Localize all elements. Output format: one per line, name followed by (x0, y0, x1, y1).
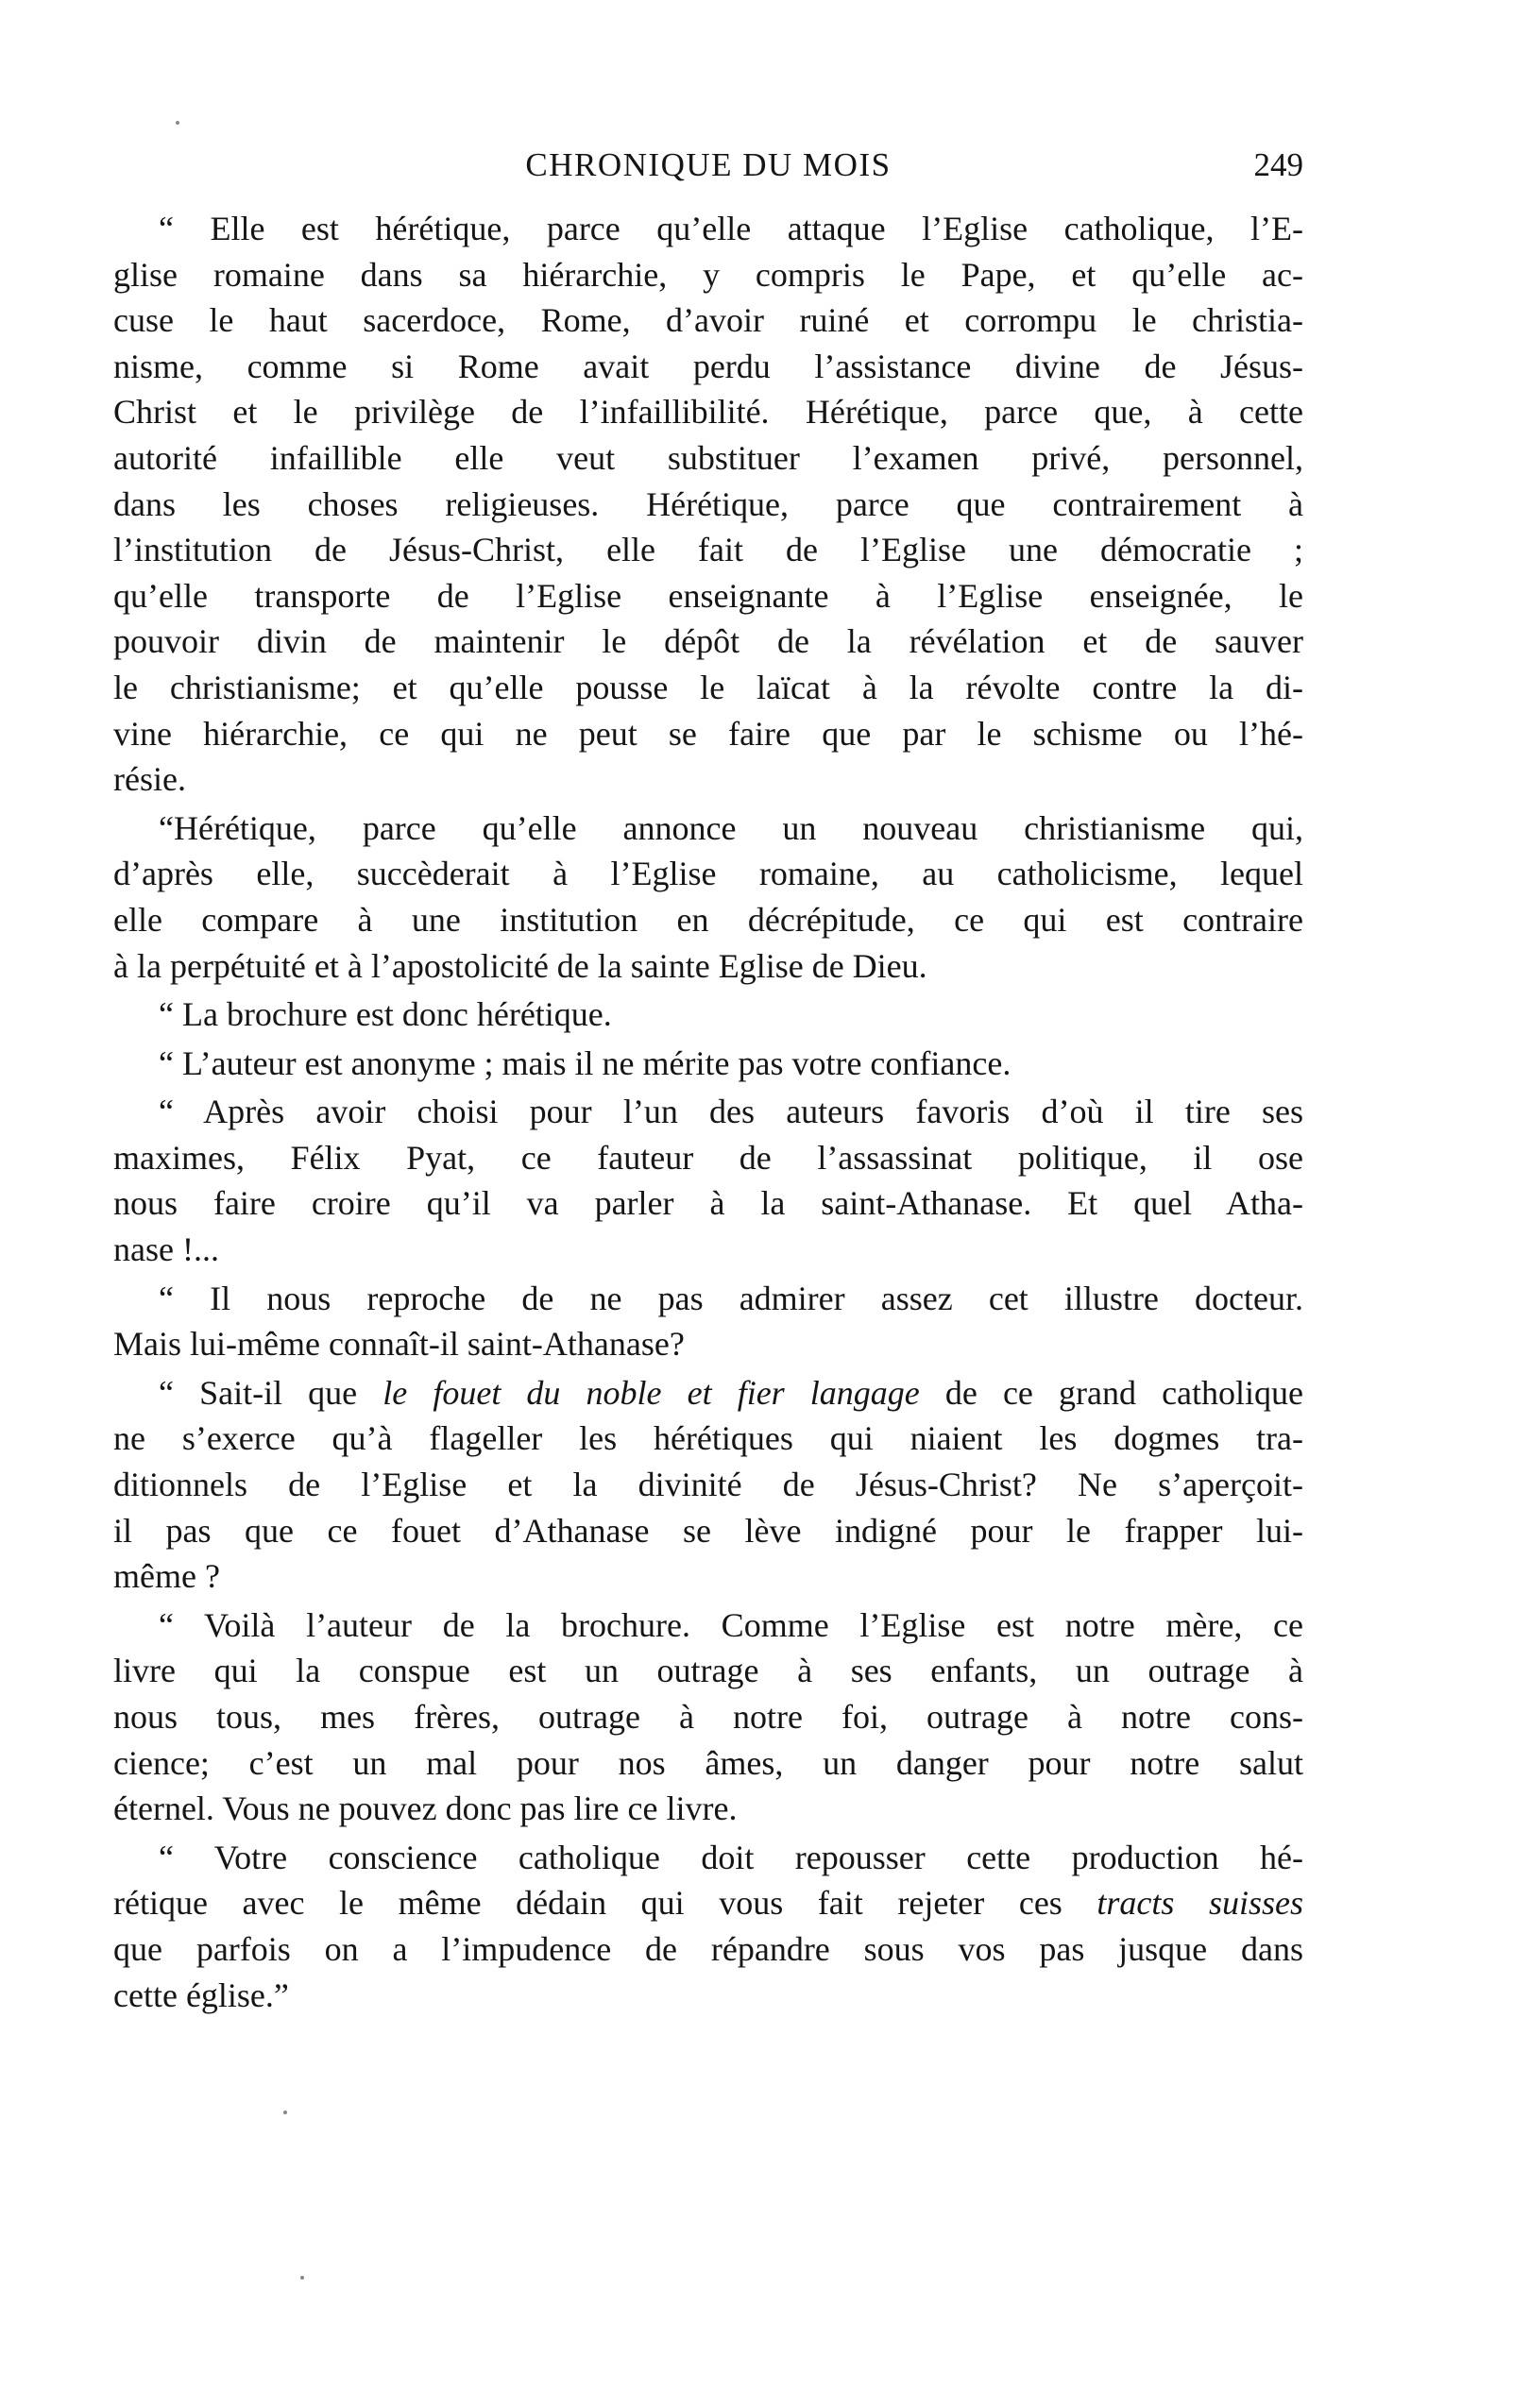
paragraph (113, 1370, 1303, 1600)
text-line: nous faire croire qu’il va parler à la saint-Athanase. Et quel Atha- (113, 1184, 1303, 1223)
text-line: pouvoir divin de maintenir le dépôt de la révélation et de sauver (113, 622, 1303, 661)
text-line: “Hérétique, parce qu’elle annonce un nouveau christianisme qui, (159, 808, 1303, 847)
italic-quote: le fouet du noble et fier langage (382, 1373, 920, 1412)
text-line: que parfois on a l’impudence de répandre sous vos pas jusque dans (113, 1929, 1303, 1968)
text-line: le christianisme; et qu’elle pousse le laïcat à la révolte contre la di- (113, 668, 1303, 706)
text-line: elle compare à une institution en décrépitude, ce qui est contraire (113, 900, 1303, 939)
text-line: “ Après avoir choisi pour l’un des auteurs favoris d’où il tire ses (159, 1093, 1303, 1131)
text-line: l’institution de Jésus-Christ, elle fait de l’Eglise une démocratie ; (113, 531, 1303, 569)
text-line: cuse le haut sacerdoce, Rome, d’avoir ruiné et corrompu le christia- (113, 301, 1303, 340)
text-line: “ Il nous reproche de ne pas admirer assez cet illustre docteur. (159, 1279, 1303, 1317)
text-line: vine hiérarchie, ce qui ne peut se faire que par le schisme ou l’hé- (113, 714, 1303, 753)
text-line: livre qui la conspue est un outrage à ses enfants, un outrage à (113, 1652, 1303, 1690)
page-number: 249 (1253, 146, 1303, 183)
text-line: “ Voilà l’auteur de la brochure. Comme l’Eglise est notre mère, ce (159, 1605, 1303, 1644)
text-line: cette église.” (113, 1976, 289, 2014)
text-line: Christ et le privilège de l’infaillibilité. Hérétique, parce que, à cette (113, 393, 1303, 432)
text-run: rétique avec le même dédain qui vous fait rejeter ces (113, 1884, 1097, 1923)
text-line: “ La brochure est donc hérétique. (159, 995, 612, 1034)
text-line: éternel. Vous ne pouvez donc pas lire ce livre. (113, 1789, 738, 1828)
text-line (113, 1880, 1303, 1926)
text-line: “ Elle est hérétique, parce qu’elle attaque l’Eglise catholique, l’E- (159, 210, 1303, 247)
paragraph (113, 1089, 1303, 1272)
text-line: nous tous, mes frères, outrage à notre foi, outrage à notre cons- (113, 1698, 1303, 1736)
text-line: d’après elle, succèderait à l’Eglise romaine, au catholicisme, lequel (113, 855, 1303, 893)
text-line: à la perpétuité et à l’apostolicité de la sainte Eglise de Dieu. (113, 946, 927, 985)
running-head (113, 142, 1303, 189)
body-text (113, 206, 1303, 2018)
text-run: “ Sait-il que (159, 1373, 383, 1412)
text-run: de ce grand catholique (919, 1373, 1304, 1412)
text-line: cience; c’est un mal pour nos âmes, un danger pour notre salut (113, 1743, 1303, 1782)
paragraph (113, 1835, 1303, 2018)
text-line: il pas que ce fouet d’Athanase se lève indigné pour le frapper lui- (113, 1511, 1303, 1550)
running-title: CHRONIQUE DU MOIS (525, 146, 892, 183)
text-line: glise romaine dans sa hiérarchie, y compris le Pape, et qu’elle ac- (113, 255, 1303, 294)
text-line (113, 1370, 1303, 1416)
paragraph (113, 992, 1303, 1038)
scan-speck (300, 2276, 304, 2280)
text-line: maximes, Félix Pyat, ce fauteur de l’assassinat politique, il ose (113, 1138, 1303, 1177)
text-line: “ L’auteur est anonyme ; mais il ne mérite pas votre confiance. (159, 1043, 1012, 1082)
paragraph (113, 206, 1303, 803)
paragraph (113, 1603, 1303, 1832)
text-line: nisme, comme si Rome avait perdu l’assistance divine de Jésus- (113, 347, 1303, 385)
text-line: “ Votre conscience catholique doit repousser cette production hé- (159, 1838, 1303, 1876)
text-line: Mais lui-même connaît-il saint-Athanase? (113, 1325, 685, 1364)
paragraph (113, 1276, 1303, 1367)
text-line: dans les choses religieuses. Hérétique, parce que contrairement à (113, 484, 1303, 523)
paragraph (113, 1041, 1303, 1087)
text-line: ne s’exerce qu’à flageller les hérétiques qui niaient les dogmes tra- (113, 1419, 1303, 1458)
text-line: même ? (113, 1557, 220, 1596)
text-line: qu’elle transporte de l’Eglise enseignante à l’Eglise enseignée, le (113, 576, 1303, 615)
text-line: résie. (113, 760, 186, 799)
text-line: autorité infaillible elle veut substituer l’examen privé, personnel, (113, 438, 1303, 477)
paragraph (113, 805, 1303, 989)
text-line: nase !... (113, 1230, 219, 1269)
italic-term: tracts suisses (1096, 1884, 1303, 1923)
scan-speck (283, 2111, 287, 2114)
scan-speck (176, 121, 179, 125)
text-line: ditionnels de l’Eglise et la divinité de Jésus-Christ? Ne s’aperçoit- (113, 1466, 1303, 1504)
